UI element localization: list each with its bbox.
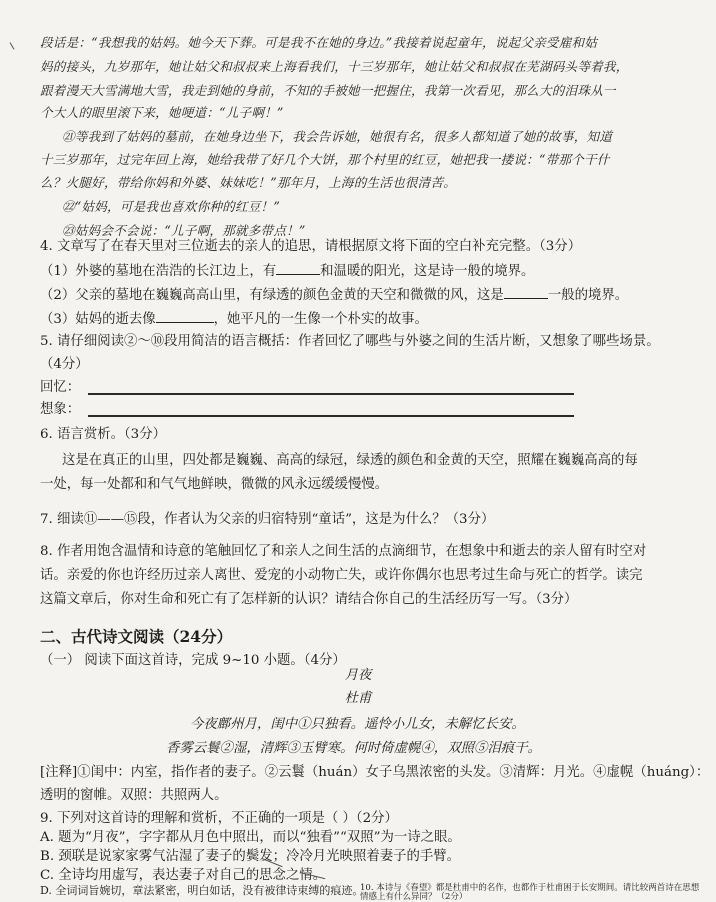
passage-line-2: 妈的接头，九岁那年，她让姑父和叔叔来上海看我们，十三岁那年，她让姑父和叔叔在芜湖码头等着我， — [40, 59, 629, 74]
q9-stem: 9. 下列对这首诗的理解和赏析，不正确的一项是（ ）（2分） — [40, 811, 398, 826]
paragraph-21-line-2: 十三岁那年，过完年回上海，她给我带了好几个大饼，那个村里的红豆，她把我一搂说：“带那个干什 — [40, 152, 610, 167]
poem-line-2: 香雾云鬟②湿，清辉③玉臂寒。何时倚虚幌④，双照⑤泪痕干。 — [166, 741, 541, 756]
q6-quote-line-1: 这是在真正的山里，四处都是巍巍、高高的绿冠，绿透的颜色和金黄的天空，照耀在巍巍高高的每 — [62, 453, 638, 468]
q4-item-1-text-b: 和温暖的阳光，这是诗一般的境界。 — [320, 264, 535, 279]
paragraph-21-line-1: ㉑等我到了姑妈的墓前，在她身边坐下，我会告诉她，她很有名，很多人都知道了她的故事，知道 — [62, 129, 613, 144]
q8-line-3: 这篇文章后，你对生命和死亡有了怎样新的认识？请结合你自己的生活经历写一写。（3分） — [40, 592, 578, 607]
q4-item-3 — [40, 310, 428, 329]
q5-recall-label: 回忆： — [40, 380, 81, 395]
q4-blank-3[interactable] — [156, 310, 214, 323]
passage-line-1: 段话是：“我想我的姑妈。她今天下葬。可是我不在她的身边。”我接着说起童年，说起父亲受雇和姑 — [40, 35, 598, 50]
q6-quote-line-2: 一处，每一处都和和气气地鲜映，微微的风永远缓缓慢慢。 — [40, 477, 389, 492]
q10-line-2: 异同？（2分） — [411, 892, 468, 902]
paragraph-22: ㉒“姑妈，可是我也喜欢你种的红豆！” — [62, 199, 280, 214]
q10-question — [360, 884, 700, 902]
q9-option-c[interactable]: C. 全诗均用虚写，表达妻子对自己的思念之情。 — [40, 868, 327, 883]
q8-line-1: 8. 作者用饱含温情和诗意的笔触回忆了和亲人之间生活的点滴细节，在想象中和逝去的亲人留有时空对 — [40, 544, 647, 559]
pen-mark — [10, 42, 15, 49]
q4-blank-2[interactable] — [504, 286, 548, 299]
q4-stem: 4. 文章写了在春天里对三位逝去的亲人的追思，请根据原文将下面的空白补充完整。（3分） — [40, 239, 582, 254]
q4-item-2-text-b: 一般的境界。 — [547, 288, 629, 303]
section-2-title: 二、古代诗文阅读（24分） — [40, 627, 233, 646]
q5-imagine-label: 想象： — [40, 402, 81, 417]
q8-line-2: 话。亲爱的你也许经历过亲人离世、爱宠的小动物亡失，或许你偶尔也思考过生命与死亡的哲学。读完 — [40, 568, 643, 583]
q5-imagine-answer-line[interactable] — [88, 415, 574, 417]
notes-line-1: [注释]①闺中：内室，指作者的妻子。②云鬟（huán）女子乌黑浓密的头发。③清辉：月光。④虚幌（huáng）： — [40, 765, 710, 780]
passage-line-4: 个大人的眼里滚下来，她哽道：“儿子啊！” — [40, 105, 284, 120]
q4-item-3-text-a: （3）姑妈的逝去像 — [40, 312, 156, 327]
q4-item-1-text-a: （1）外婆的墓地在浩浩的长江边上，有 — [40, 264, 277, 279]
q7-stem: 7. 细读⑪——⑮段，作者认为父亲的归宿特别“童话”，这是为什么？（3分） — [40, 512, 495, 527]
passage-line-3: 跟着漫天大雪满地大雪，我走到她的身前，不知的手被她一把握住，我第一次看见，那么大的泪珠从一 — [40, 83, 616, 98]
poem-title: 月夜 — [344, 668, 372, 683]
q5-score: （4分） — [40, 357, 89, 372]
q4-item-1 — [40, 262, 534, 281]
q6-stem: 6. 语言赏析。（3分） — [40, 427, 166, 442]
q4-item-2 — [40, 286, 628, 305]
section-2-subtitle: （一） 阅读下面这首诗，完成 9~10 小题。（4分） — [40, 653, 346, 668]
notes-line-2: 透明的窗帷。双照：共照两人。 — [40, 788, 228, 803]
poem-line-1: 今夜鄜州月，闺中①只独看。遥怜小儿女，未解忆长安。 — [190, 717, 525, 732]
paragraph-23: ㉓姑妈会不会说：“儿子啊，那就多带点！” — [62, 223, 306, 238]
q9-option-d[interactable]: D. 全词词旨婉切，章法紧密，明白如话，没有被律诗束缚的痕迹。 — [40, 884, 364, 897]
q5-stem: 5. 请仔细阅读②～⑩段用简洁的语言概括：作者回忆了哪些与外婆之间的生活片断，又想象了哪些场景。 — [40, 334, 660, 349]
poem-author: 杜甫 — [344, 691, 372, 706]
q10-line-1: 10. 本诗与《春望》都是杜甫中的名作，也都作于杜甫困于长安期间。请比较两首诗在思想情感上有什么 — [360, 883, 700, 902]
q4-item-2-text-a: （2）父亲的墓地在巍巍高高山里，有绿透的颜色金黄的天空和微微的风，这是 — [40, 288, 504, 303]
q4-item-3-text-b: ，她平凡的一生像一个朴实的故事。 — [213, 312, 428, 327]
q4-blank-1[interactable] — [276, 262, 320, 275]
q5-recall-answer-line[interactable] — [88, 393, 574, 395]
q9-option-a[interactable]: A. 题为“月夜”，字字都从月色中照出，而以“独看”“双照”为一诗之眼。 — [40, 830, 461, 845]
q9-option-b[interactable]: B. 颈联是说家家雾气沾湿了妻子的鬓发；冷冷月光映照着妻子的手臂。 — [40, 849, 461, 864]
paragraph-21-line-3: 么？火腿好，带给你妈和外婆、妹妹吃！”那年月，上海的生活也很清苦。 — [40, 175, 457, 190]
